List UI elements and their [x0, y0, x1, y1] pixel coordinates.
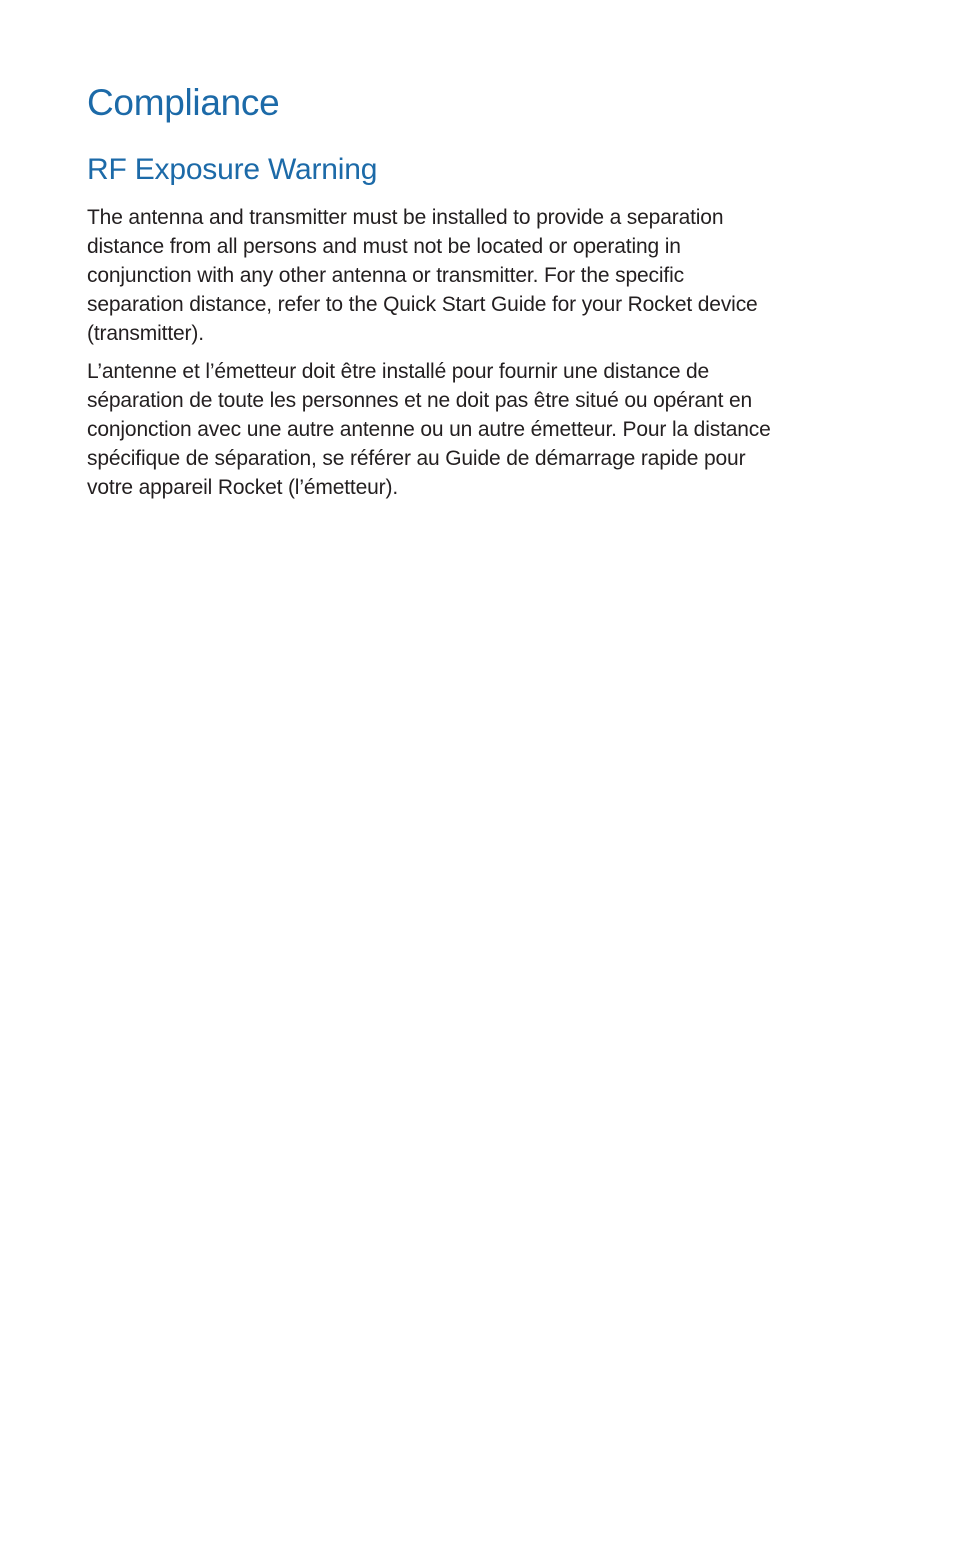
section-heading-rf-exposure: RF Exposure Warning	[87, 153, 378, 186]
document-page	[87, 78, 887, 502]
paragraph-french	[87, 357, 887, 502]
paragraph-line: votre appareil Rocket (l’émetteur).	[87, 476, 399, 499]
paragraph-line: conjonction avec une autre antenne ou un autre émetteur. Pour la distance	[87, 418, 771, 441]
paragraph-line: separation distance, refer to the Quick Start Guide for your Rocket device	[87, 293, 758, 316]
paragraph-line: séparation de toute les personnes et ne doit pas être situé ou opérant en	[87, 389, 753, 412]
paragraph-line: conjunction with any other antenna or transmitter. For the specific	[87, 264, 684, 287]
paragraph-english	[87, 203, 887, 348]
paragraph-line: distance from all persons and must not be located or operating in	[87, 235, 681, 258]
page-title: Compliance	[87, 82, 280, 123]
paragraph-line: spécifique de séparation, se référer au Guide de démarrage rapide pour	[87, 447, 746, 470]
paragraph-line: (transmitter).	[87, 322, 204, 345]
paragraph-line: The antenna and transmitter must be installed to provide a separation	[87, 206, 724, 229]
paragraph-line: L’antenne et l’émetteur doit être installé pour fournir une distance de	[87, 360, 710, 383]
